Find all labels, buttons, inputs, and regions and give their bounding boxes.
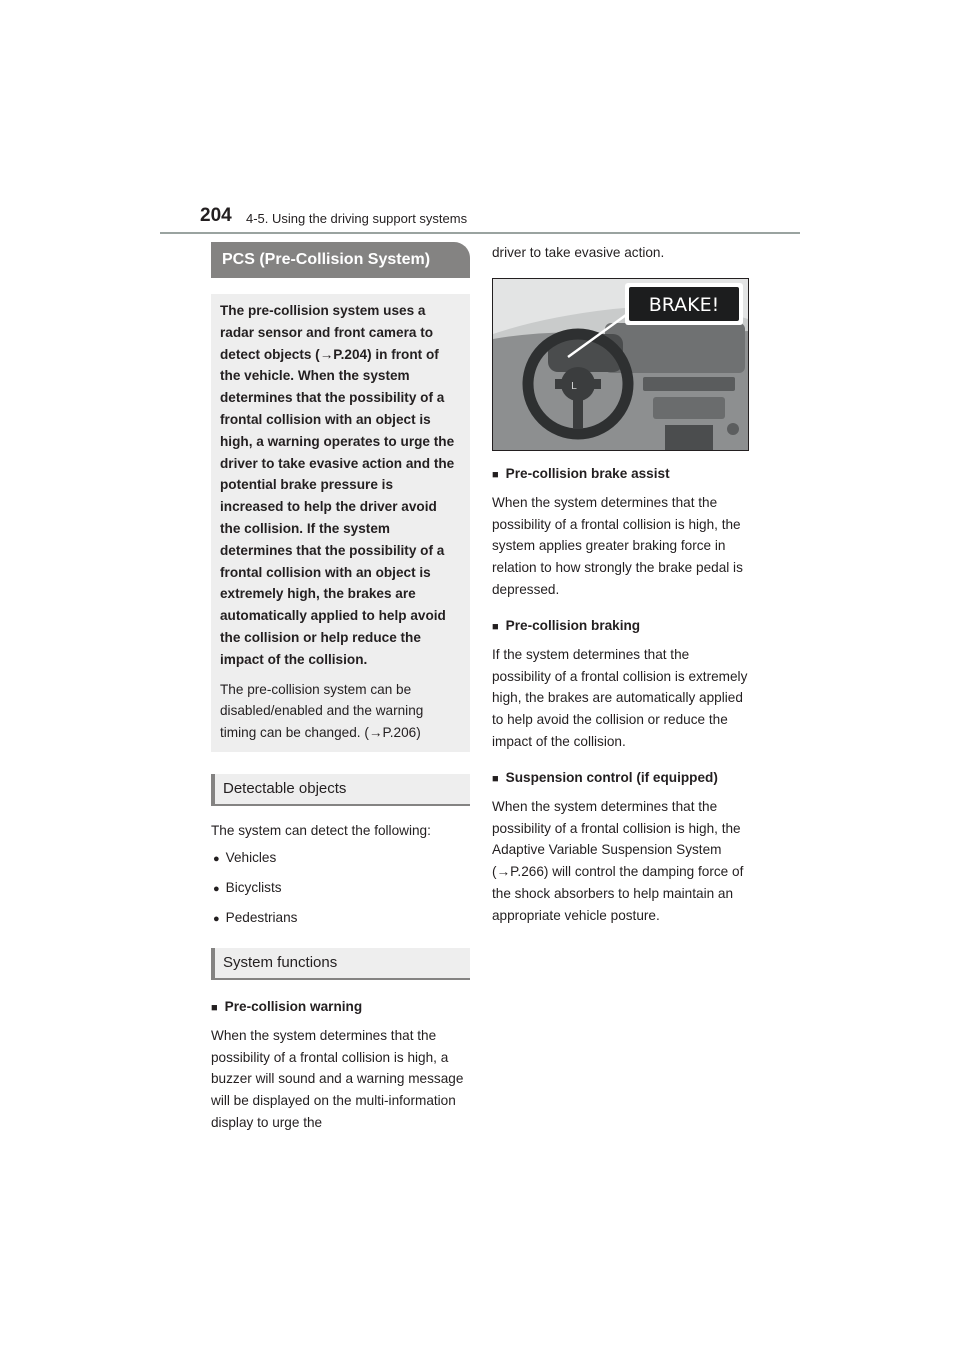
list-item: ● Vehicles <box>213 849 277 865</box>
dashboard-illustration <box>492 278 749 451</box>
continuation-text: driver to take evasive action. <box>492 245 665 260</box>
topic-text: When the system determines that the possibility of a frontal collision is high, a buzzer will sound and a warning message will be displayed on the multi-information display to urge the <box>211 1027 464 1130</box>
detectable-text: The system can detect the following: <box>211 822 431 838</box>
page-header <box>160 205 800 235</box>
topic-heading: Pre-collision brake assist <box>505 465 670 481</box>
section-breadcrumb: 4-5. Using the driving support systems <box>246 211 468 226</box>
detectable-objects-heading: Detectable objects <box>211 774 470 806</box>
topic-suspension-control <box>492 767 750 927</box>
topic-text: When the system determines that the possibility of a frontal collision is high, the Adaptive Variable Suspension System (→P.266) will control the damping force of the shock absorbers to help maintain an appropriate vehicle posture. <box>492 798 744 923</box>
bullet-icon: ● <box>213 852 220 865</box>
topic-brake-assist <box>492 463 750 601</box>
topic-heading: Suspension control (if equipped) <box>505 769 718 785</box>
topic-text: If the system determines that the possibility of a frontal collision is extremely high, the brakes are automatically applied to help avoid the collision or reduce the impact of the collision. <box>492 646 748 749</box>
header-divider <box>160 232 800 234</box>
square-bullet-icon: ■ <box>211 1001 218 1014</box>
left-column <box>211 242 470 1134</box>
intro-box <box>211 294 470 752</box>
square-bullet-icon: ■ <box>492 772 499 785</box>
topic-braking <box>492 615 750 753</box>
list-item: ● Pedestrians <box>213 909 298 925</box>
section-title: PCS (Pre-Collision System) <box>211 242 470 278</box>
bullet-icon: ● <box>213 882 220 895</box>
topic-heading: Pre-collision warning <box>224 998 363 1014</box>
square-bullet-icon: ■ <box>492 620 499 633</box>
dashboard-drawing <box>493 279 748 450</box>
topic-text: When the system determines that the possibility of a frontal collision is high, the system applies greater braking force in relation to how strongly the brake pedal is depressed. <box>492 494 743 597</box>
topic-heading: Pre-collision braking <box>505 617 641 633</box>
square-bullet-icon: ■ <box>492 468 499 481</box>
topic-pre-collision-warning <box>211 996 470 1134</box>
object-list <box>211 847 470 931</box>
system-functions-heading: System functions <box>211 948 470 980</box>
brake-warning-label: BRAKE! <box>648 293 720 316</box>
right-column <box>492 242 750 927</box>
svg-text:L: L <box>571 380 577 392</box>
page-number: 204 <box>200 205 232 226</box>
list-item: ● Bicyclists <box>213 879 282 895</box>
bullet-icon: ● <box>213 912 220 925</box>
intro-note: The pre-collision system can be disabled/enabled and the warning timing can be changed. (→P.206) <box>220 681 424 741</box>
intro-text: The pre-collision system uses a radar sensor and front camera to detect objects (→P.204) in front of the vehicle. When the system determines that the possibility of a frontal collision with an object is high, a warning operates to urge the driver to take evasive action and the potential brake pressure is increased to help the driver avoid the collision. If the system determines that the possibility of a frontal collision with an object is extremely high, the brakes are automatically applied to help avoid the collision or help reduce the impact of the collision. <box>220 303 455 667</box>
